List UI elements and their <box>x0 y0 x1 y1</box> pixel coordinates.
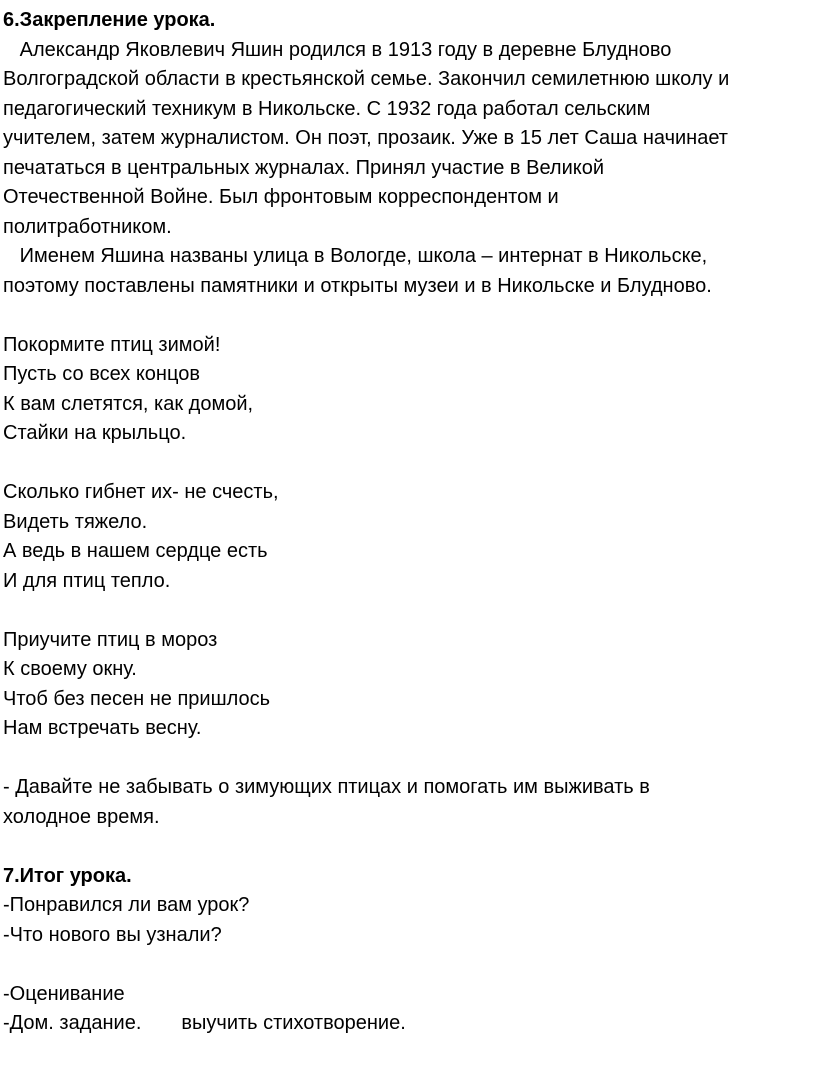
poem-line: Чтоб без песен не пришлось <box>3 687 271 710</box>
poem-line: Пусть со всех концов <box>3 363 200 385</box>
paragraph-line: Александр Яковлевич Яшин родился в 1913 году в деревне Блудново <box>3 38 672 61</box>
poem-line: К вам слетятся, как домой, <box>3 392 254 415</box>
memorial-paragraph <box>3 242 813 301</box>
blank-line <box>3 596 813 626</box>
poem-line: А ведь в нашем сердце есть <box>3 540 268 562</box>
paragraph-line: печататься в центральных журналах. Принял участие в Великой <box>3 156 605 179</box>
conclusion-paragraph <box>3 773 813 832</box>
blank-line <box>3 744 813 774</box>
document-page <box>3 6 813 1039</box>
paragraph-line: Именем Яшина названы улица в Вологде, школа – интернат в Никольске, <box>3 245 708 267</box>
poem-stanza-2 <box>3 478 813 596</box>
paragraph-line: педагогический техникум в Никольске. С 1932 года работал сельским <box>3 97 651 120</box>
poem-line: Приучите птиц в мороз <box>3 628 218 651</box>
question-line: -Что нового вы узнали? <box>3 923 222 946</box>
blank-line <box>3 301 813 331</box>
poem-line: И для птиц тепло. <box>3 569 171 592</box>
paragraph-line: - Давайте не забывать о зимующих птицах и помогать им выживать в <box>3 776 650 798</box>
paragraph-line: политработником. <box>3 215 172 238</box>
blank-line <box>3 832 813 862</box>
poem-stanza-1 <box>3 331 813 449</box>
section-6-heading: 6.Закрепление урока. <box>3 9 216 31</box>
paragraph-line: учителем, затем журналистом. Он поэт, прозаик. Уже в 15 лет Саша начинает <box>3 127 728 149</box>
poem-stanza-3 <box>3 626 813 744</box>
paragraph-line: Отечественной Войне. Был фронтовым корреспондентом и <box>3 186 559 208</box>
biography-paragraph <box>3 36 813 243</box>
poem-line: Нам встречать весну. <box>3 717 202 739</box>
homework-line <box>3 1009 813 1039</box>
poem-line: Покормите птиц зимой! <box>3 333 221 356</box>
poem-line: Стайки на крыльцо. <box>3 422 187 444</box>
question-line: -Понравился ли вам урок? <box>3 894 250 916</box>
evaluation-line: -Оценивание <box>3 982 125 1005</box>
homework-label: -Дом. задание. <box>3 1012 142 1034</box>
paragraph-line: Волгоградской области в крестьянской семье. Закончил семилетнюю школу и <box>3 68 730 90</box>
poem-line: Видеть тяжело. <box>3 510 148 533</box>
blank-line <box>3 449 813 479</box>
paragraph-line: холодное время. <box>3 805 160 828</box>
homework-task: выучить стихотворение. <box>181 1012 406 1034</box>
paragraph-line: поэтому поставлены памятники и открыты музеи и в Никольске и Блудново. <box>3 274 712 297</box>
blank-line <box>3 950 813 980</box>
poem-line: Сколько гибнет их- не счесть, <box>3 481 279 503</box>
section-7-heading: 7.Итог урока. <box>3 864 132 887</box>
poem-line: К своему окну. <box>3 658 137 680</box>
